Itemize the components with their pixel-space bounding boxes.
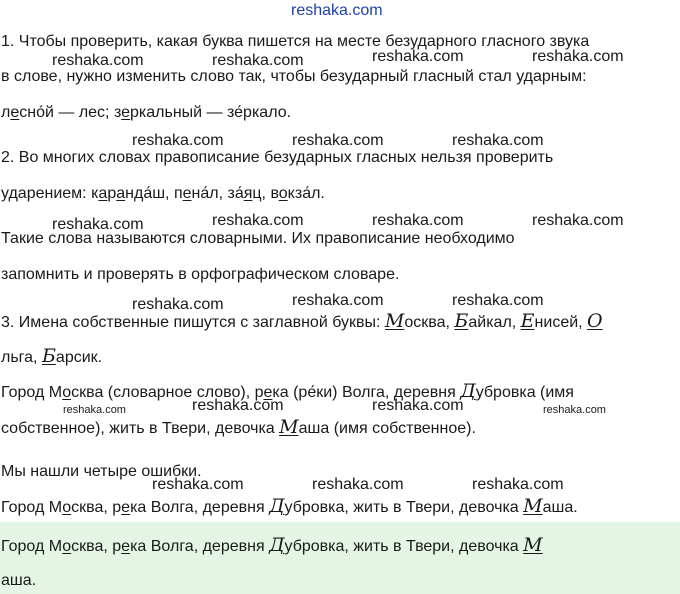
watermark: reshaka.com xyxy=(472,476,564,493)
example-line-2: собственное), жить в Твери, девочка Маша (имя собственное). xyxy=(1,416,476,438)
rule-1-line-2: в слове, нужно изменить слово так, чтобы безударный гласный стал ударным: xyxy=(1,68,587,85)
watermark: reshaka.com xyxy=(212,212,304,229)
result-line: Город Москва, река Волга, деревня Дубровка, жить в Твери, девочка Маша. xyxy=(1,495,578,517)
watermark: reshaka.com xyxy=(532,212,624,229)
watermark: reshaka.com xyxy=(212,52,304,69)
answer-highlight xyxy=(0,522,680,594)
rule-2-example: ударением: каранда́ш, пена́л, за́яц, вокза́л. xyxy=(1,185,325,202)
errors-found: Мы нашли четыре ошибки. xyxy=(1,463,202,480)
watermark: reshaka.com xyxy=(292,292,384,309)
dictionary-words-line-2: запомнить и проверять в орфографическом словаре. xyxy=(1,266,400,283)
watermark: reshaka.com xyxy=(312,476,404,493)
watermark: reshaka.com xyxy=(372,397,464,414)
rule-3-line-2: льга, Барсик. xyxy=(1,345,103,367)
watermark: reshaka.com xyxy=(452,292,544,309)
rule-2-line-1: 2. Во многих словах правописание безударных гласных нельзя проверить xyxy=(1,149,554,166)
watermark: reshaka.com xyxy=(132,132,224,149)
rule-3-line-1: 3. Имена собственные пишутся с заглавной буквы: Москва, Байкал, Енисей, О xyxy=(1,310,603,332)
watermark: reshaka.com xyxy=(452,132,544,149)
watermark: reshaka.com xyxy=(372,48,464,65)
rule-1-example: лесно́й — лес; зеркальный — зе́ркало. xyxy=(1,104,292,121)
dictionary-words-line-1: Такие слова называются словарными. Их правописание необходимо xyxy=(1,230,515,247)
watermark: reshaka.com xyxy=(63,404,126,416)
watermark: reshaka.com xyxy=(152,476,244,493)
watermark: reshaka.com xyxy=(532,48,624,65)
watermark: reshaka.com xyxy=(291,2,383,19)
watermark: reshaka.com xyxy=(292,132,384,149)
watermark: reshaka.com xyxy=(543,404,606,416)
watermark: reshaka.com xyxy=(372,212,464,229)
answer-line-1: Город Москва, река Волга, деревня Дубровка, жить в Твери, девочка М xyxy=(1,534,543,556)
watermark: reshaka.com xyxy=(192,397,284,414)
watermark: reshaka.com xyxy=(132,296,224,313)
watermark: reshaka.com xyxy=(52,52,144,69)
example-line-1: Город Москва (словарное слово), река (ре́ки) Волга, деревня Дубровка (имя xyxy=(1,380,574,402)
watermark: reshaka.com xyxy=(52,216,144,233)
answer-line-2: аша. xyxy=(1,572,37,589)
rule-1-line-1: 1. Чтобы проверить, какая буква пишется на месте безударного гласного звука xyxy=(1,33,590,50)
